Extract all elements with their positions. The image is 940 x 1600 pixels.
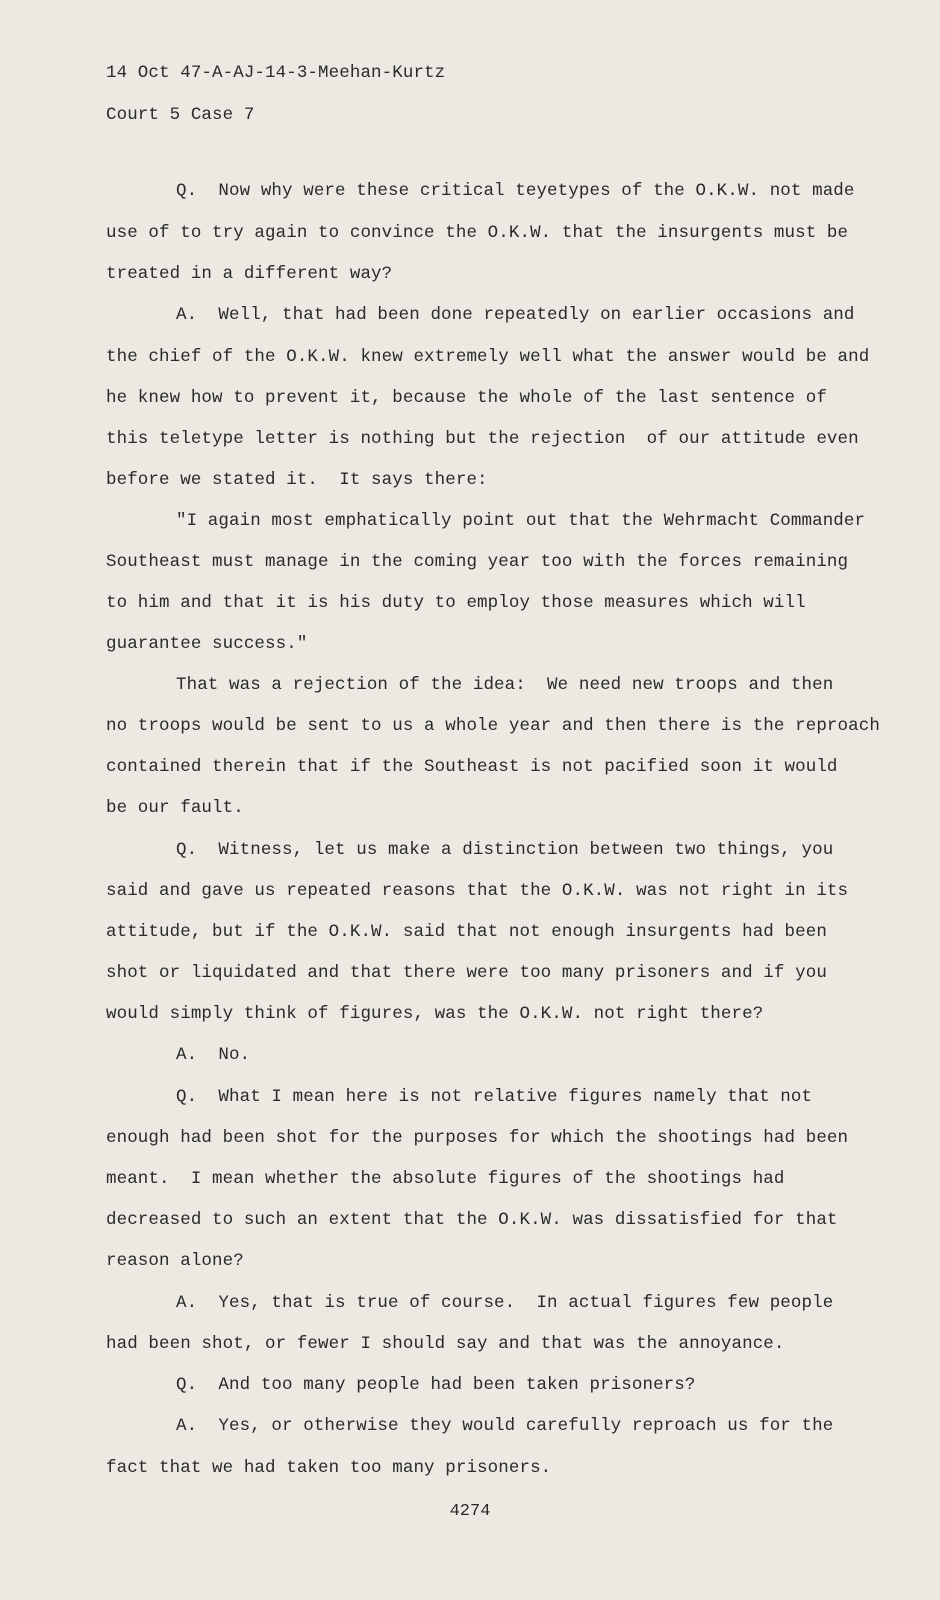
text-line: use of to try again to convince the O.K.W. that the insurgents must be — [106, 223, 849, 243]
text-line: before we stated it. It says there: — [106, 470, 488, 490]
text-line: contained therein that if the Southeast is not pacified soon it would — [106, 757, 838, 777]
quotation-line: "I again most emphatically point out that the Wehrmacht Commander — [176, 511, 866, 531]
text-line: be our fault. — [106, 798, 244, 818]
text-line: attitude, but if the O.K.W. said that not enough insurgents had been — [106, 922, 827, 942]
text-line: Q. What I mean here is not relative figures namely that not — [176, 1087, 813, 1107]
text-line: would simply think of figures, was the O.K.W. not right there? — [106, 1004, 764, 1024]
text-line: A. Yes, or otherwise they would carefully reproach us for the — [176, 1416, 834, 1436]
text-line: no troops would be sent to us a whole year and then there is the reproach — [106, 716, 880, 736]
text-line: That was a rejection of the idea: We need new troops and then — [176, 675, 834, 695]
text-line: fact that we had taken too many prisoners. — [106, 1458, 552, 1478]
text-line: reason alone? — [106, 1251, 244, 1271]
page-number: 4274 — [449, 1502, 491, 1521]
text-line: he knew how to prevent it, because the whole of the last sentence of — [106, 388, 827, 408]
text-line: Q. And too many people had been taken prisoners? — [176, 1375, 696, 1395]
text-line: A. Well, that had been done repeatedly on earlier occasions and — [176, 305, 855, 325]
quotation-line: to him and that it is his duty to employ those measures which will — [106, 593, 806, 613]
text-line: Q. Now why were these critical teyetypes of the O.K.W. not made — [176, 181, 855, 201]
text-line: the chief of the O.K.W. knew extremely well what the answer would be and — [106, 347, 870, 367]
text-line: decreased to such an extent that the O.K.W. was dissatisfied for that — [106, 1210, 838, 1230]
text-line: shot or liquidated and that there were too many prisoners and if you — [106, 963, 827, 983]
text-line: A. No. — [176, 1045, 251, 1065]
header-reference: 14 Oct 47-A-AJ-14-3-Meehan-Kurtz — [106, 63, 446, 83]
text-line: had been shot, or fewer I should say and that was the annoyance. — [106, 1334, 785, 1354]
text-line: meant. I mean whether the absolute figures of the shootings had — [106, 1169, 785, 1189]
quotation-line: Southeast must manage in the coming year too with the forces remaining — [106, 552, 849, 572]
text-line: treated in a different way? — [106, 264, 393, 284]
text-line: enough had been shot for the purposes for which the shootings had been — [106, 1128, 849, 1148]
header-court-case: Court 5 Case 7 — [106, 105, 255, 125]
quotation-line: guarantee success." — [106, 634, 308, 654]
text-line: this teletype letter is nothing but the rejection of our attitude even — [106, 429, 859, 449]
text-line: A. Yes, that is true of course. In actual figures few people — [176, 1293, 834, 1313]
text-line: Q. Witness, let us make a distinction between two things, you — [176, 840, 834, 860]
text-line: said and gave us repeated reasons that the O.K.W. was not right in its — [106, 881, 849, 901]
